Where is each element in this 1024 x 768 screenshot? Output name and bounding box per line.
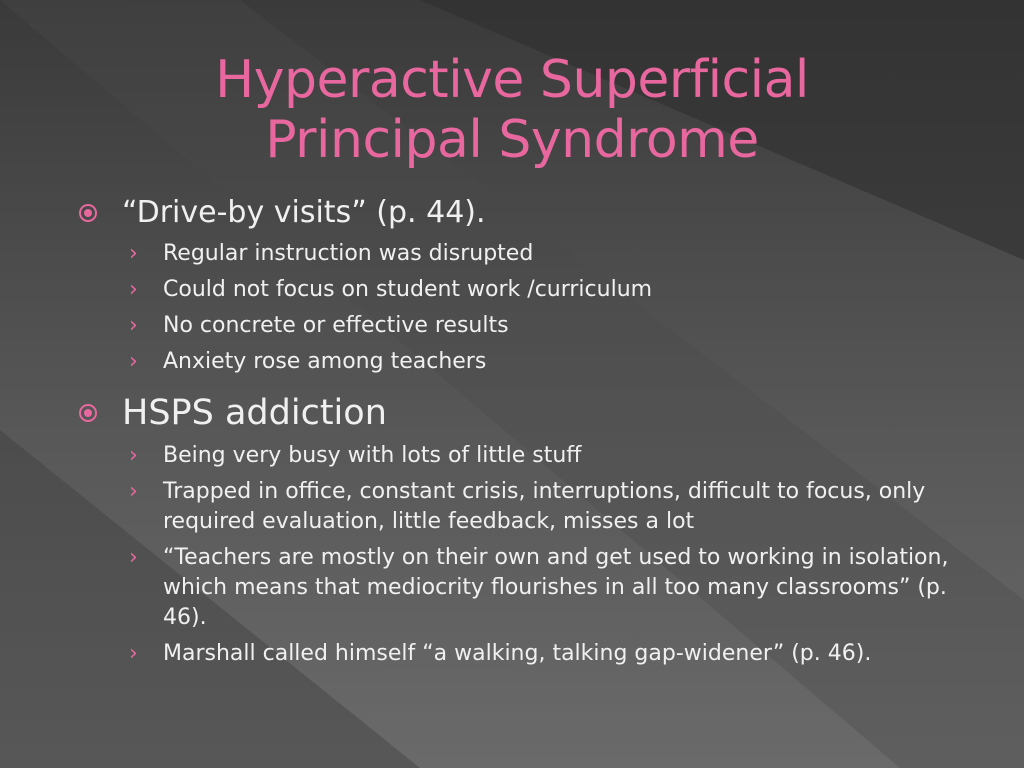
sub-bullet-text: Trapped in office, constant crisis, interruptions, difficult to focus, only required evaluation, little feedback, misses a lot	[163, 479, 926, 534]
circle-dot-icon	[78, 203, 98, 223]
bullet-list	[78, 193, 978, 669]
sub-bullet	[78, 639, 978, 669]
chevron-right-icon: ›	[129, 545, 138, 570]
sub-bullet	[78, 239, 978, 269]
sub-bullet-text: Marshall called himself “a walking, talking gap-widener” (p. 46).	[163, 641, 872, 666]
slide-title	[60, 50, 964, 170]
sub-bullet-text: Anxiety rose among teachers	[163, 349, 487, 374]
sub-bullet-text: “Teachers are mostly on their own and get used to working in isolation, which means that mediocrity flourishes in all too many classrooms” (p. 46).	[163, 545, 949, 630]
title-line-1: Hyperactive Superficial	[215, 50, 809, 110]
sub-bullet	[78, 275, 978, 305]
bullet-drive-by-visits	[78, 193, 978, 233]
sub-bullet	[78, 543, 978, 633]
title-line-2: Principal Syndrome	[265, 110, 759, 170]
circle-dot-icon	[78, 403, 98, 423]
sub-bullet-text: Regular instruction was disrupted	[163, 241, 534, 266]
sub-bullet	[78, 311, 978, 341]
sub-bullet	[78, 477, 978, 537]
chevron-right-icon: ›	[129, 313, 138, 338]
chevron-right-icon: ›	[129, 277, 138, 302]
chevron-right-icon: ›	[129, 641, 138, 666]
sub-bullet	[78, 441, 978, 471]
bullet-text: “Drive-by visits” (p. 44).	[122, 195, 486, 230]
sub-bullet-text: Being very busy with lots of little stuff	[163, 443, 582, 468]
chevron-right-icon: ›	[129, 479, 138, 504]
bullet-hsps-addiction	[78, 391, 978, 435]
sub-bullet	[78, 347, 978, 377]
sub-bullet-text: No concrete or effective results	[163, 313, 509, 338]
sub-bullet-text: Could not focus on student work /curriculum	[163, 277, 653, 302]
bullet-text: HSPS addiction	[122, 393, 387, 433]
chevron-right-icon: ›	[129, 349, 138, 374]
chevron-right-icon: ›	[129, 241, 138, 266]
chevron-right-icon: ›	[129, 443, 138, 468]
